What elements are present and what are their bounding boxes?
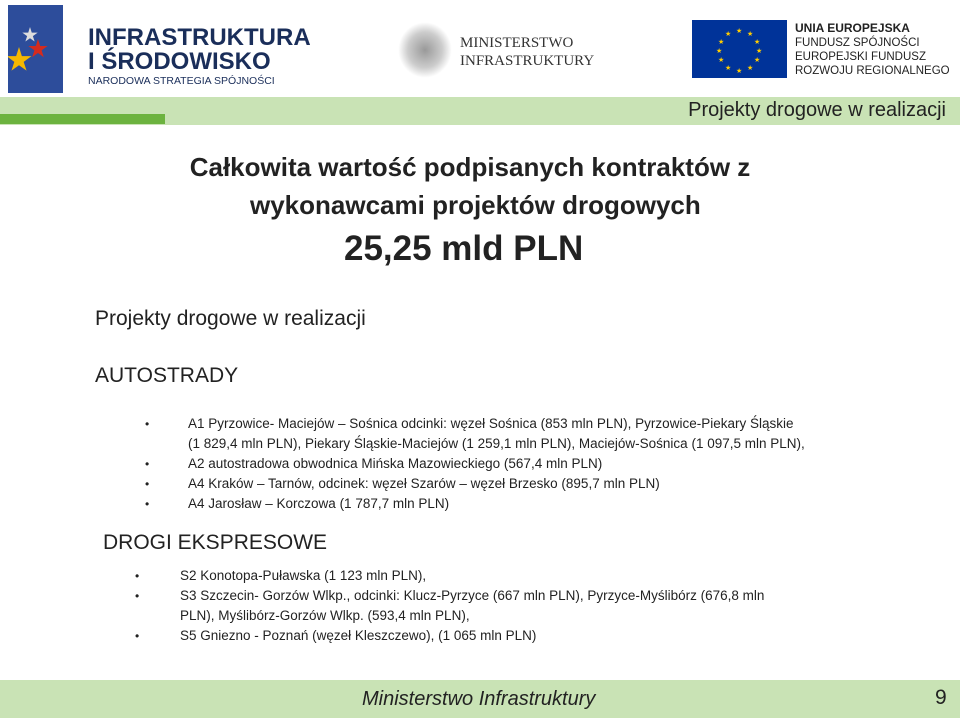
bullet: •	[145, 477, 150, 491]
expressways-list	[135, 566, 935, 646]
list-item-text: (1 829,4 mln PLN), Piekary Śląskie-Maciejów (1 259,1 mln PLN), Maciejów-Sośnica (1 097,5 mln PLN),	[188, 436, 805, 451]
eu-logo-line2: FUNDUSZ SPÓJNOŚCI	[795, 37, 920, 49]
bullet: •	[135, 569, 140, 583]
bullet: •	[145, 497, 150, 511]
subtitle: Projekty drogowe w realizacji	[95, 307, 366, 330]
section-motorways: AUTOSTRADY	[95, 364, 239, 387]
list-item	[145, 494, 945, 514]
bullet: •	[135, 589, 140, 603]
list-item-text: S2 Konotopa-Puławska (1 123 mln PLN),	[180, 568, 427, 583]
infrastruktura-logo-icon	[8, 5, 63, 93]
logo-line1: INFRASTRUKTURA	[88, 24, 311, 51]
eagle-emblem-icon	[398, 22, 452, 78]
list-item	[135, 586, 935, 626]
list-item	[135, 626, 935, 646]
header-band-title: Projekty drogowe w realizacji	[688, 99, 946, 121]
list-item-text: A2 autostradowa obwodnica Mińska Mazowieckiego (567,4 mln PLN)	[188, 456, 603, 471]
eu-logo-line1: UNIA EUROPEJSKA	[795, 21, 910, 35]
list-item	[135, 566, 935, 586]
bullet: •	[145, 417, 150, 431]
logo-line3: NARODOWA STRATEGIA SPÓJNOŚCI	[88, 75, 275, 87]
bullet: •	[145, 457, 150, 471]
ministry-logo-line2: INFRASTRUKTURY	[460, 53, 595, 69]
logo-line2: I ŚRODOWISKO	[88, 48, 271, 75]
list-item-text: S5 Gniezno - Poznań (węzeł Kleszczewo), (1 065 mln PLN)	[180, 628, 537, 643]
list-item-text: PLN), Myślibórz-Gorzów Wlkp. (593,4 mln PLN),	[180, 608, 470, 623]
footer-text: Ministerstwo Infrastruktury	[362, 688, 596, 710]
eu-logo-line4: ROZWOJU REGIONALNEGO	[795, 65, 950, 77]
bullet: •	[135, 629, 140, 643]
list-item	[145, 454, 945, 474]
list-item-text: S3 Szczecin- Gorzów Wlkp., odcinki: Klucz-Pyrzyce (667 mln PLN), Pyrzyce-Myślibórz (676,8 mln	[180, 588, 765, 603]
list-item-text: A1 Pyrzowice- Maciejów – Sośnica odcinki: węzeł Sośnica (853 mln PLN), Pyrzowice-Piekary Śląskie	[188, 416, 794, 431]
header-accent-bar	[0, 114, 165, 124]
page-title-line2: wykonawcami projektów drogowych	[250, 190, 701, 220]
section-expressways: DROGI EKSPRESOWE	[103, 531, 328, 554]
list-item	[145, 414, 945, 454]
list-item-text: A4 Kraków – Tarnów, odcinek: węzeł Szarów – węzeł Brzesko (895,7 mln PLN)	[188, 476, 660, 491]
page-number: 9	[935, 686, 947, 709]
eu-flag-icon: ★ ★ ★ ★ ★ ★ ★ ★ ★ ★ ★ ★	[692, 20, 787, 78]
eu-logo-line3: EUROPEJSKI FUNDUSZ	[795, 51, 926, 63]
list-item-text: A4 Jarosław – Korczowa (1 787,7 mln PLN)	[188, 496, 450, 511]
total-value: 25,25 mld PLN	[344, 229, 584, 268]
list-item	[145, 474, 945, 494]
page-title-line1: Całkowita wartość podpisanych kontraktów z	[189, 152, 751, 182]
ministry-logo-line1: MINISTERSTWO	[460, 35, 574, 51]
motorways-list	[145, 414, 945, 514]
